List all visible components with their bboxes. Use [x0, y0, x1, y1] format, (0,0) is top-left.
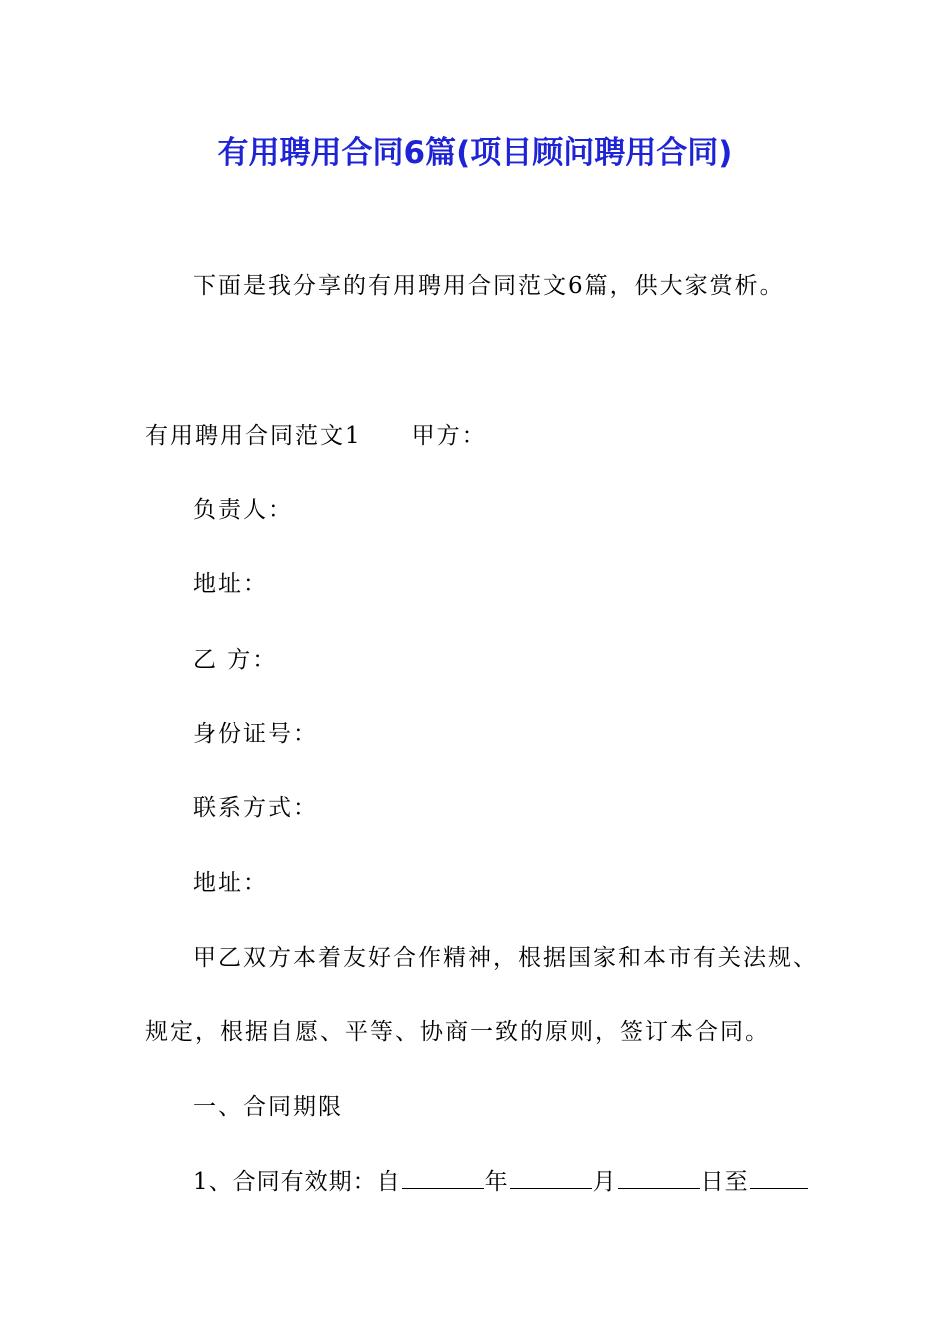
contract-term-line — [193, 1166, 809, 1198]
section-heading: 有用聘用合同范文1 — [145, 423, 362, 449]
clause-1-heading: 一、合同期限 — [193, 1094, 343, 1120]
day-to-label: 日至 — [700, 1169, 749, 1195]
end-date-blank — [750, 1166, 808, 1189]
contract-heading-line — [145, 420, 487, 452]
intro-paragraph: 下面是我分享的有用聘用合同范文6篇，供大家赏析。 — [193, 273, 785, 299]
party-a-label: 甲方： — [411, 423, 487, 449]
preamble-line-2: 规定，根据自愿、平等、协商一致的原则，签订本合同。 — [145, 1019, 770, 1045]
party-a-address-label: 地址： — [193, 571, 268, 597]
contact-label: 联系方式： — [193, 795, 318, 821]
month-blank — [510, 1166, 592, 1189]
year-label: 年 — [484, 1169, 509, 1195]
term-prefix: 1、合同有效期：自 — [193, 1169, 401, 1195]
preamble-line-1: 甲乙双方本着友好合作精神，根据国家和本市有关法规、 — [193, 945, 818, 971]
responsible-person-label: 负责人： — [193, 497, 293, 523]
party-b-address-label: 地址： — [193, 870, 268, 896]
year-blank — [402, 1166, 484, 1189]
document-title: 有用聘用合同6篇(项目顾问聘用合同) — [217, 135, 733, 171]
party-b-label: 乙 方： — [193, 647, 278, 673]
month-label: 月 — [592, 1169, 617, 1195]
id-number-label: 身份证号： — [193, 721, 318, 747]
day-blank — [618, 1166, 700, 1189]
